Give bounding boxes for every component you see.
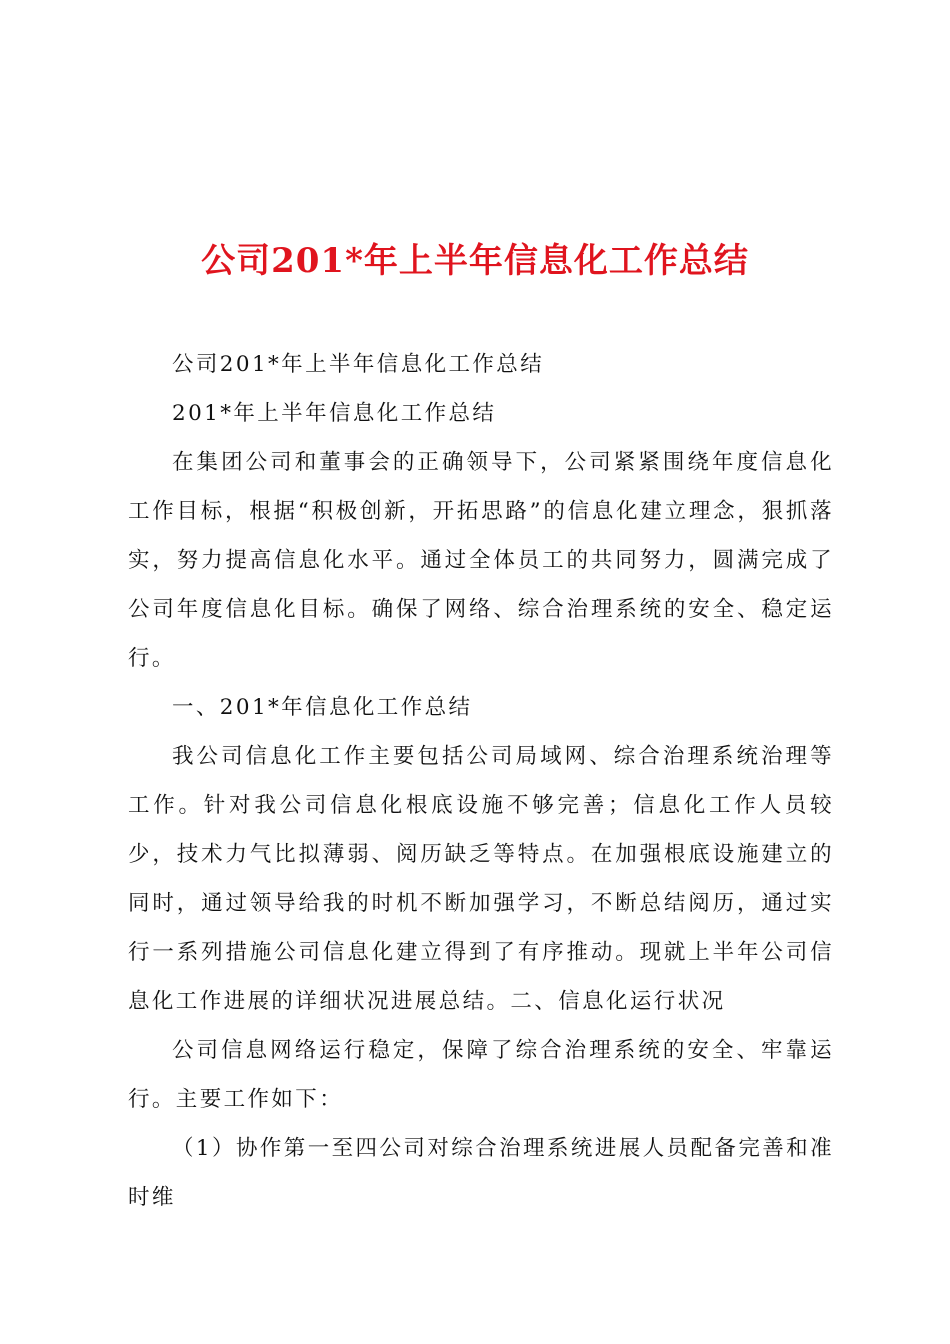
paragraph-network: 公司信息网络运行稳定，保障了综合治理系统的安全、牢靠运行。主要工作如下： <box>128 1038 834 1112</box>
paragraph-item-1: （1）协作第一至四公司对综合治理系统进展人员配备完善和准时维 <box>128 1136 834 1210</box>
paragraph-section-1: 我公司信息化工作主要包括公司局域网、综合治理系统治理等工作。针对我公司信息化根底设施不够完善；信息化工作人员较少，技术力气比拟薄弱、阅历缺乏等特点。在加强根底设施建立的同时，通过领导给我的时机不断加强学习，不断总结阅历，通过实行一系列措施公司信息化建立得到了有序推动。现就上半年公司信息化工作进展的详细状况进展总结。二、信息化运行状况 <box>128 744 834 1014</box>
paragraph-subtitle: 201*年上半年信息化工作总结 <box>172 401 497 426</box>
document-body <box>128 340 834 1222</box>
paragraph-intro: 在集团公司和董事会的正确领导下，公司紧紧围绕年度信息化工作目标，根据“积极创新，开拓思路”的信息化建立理念，狠抓落实，努力提高信息化水平。通过全体员工的共同努力，圆满完成了公司年度信息化目标。确保了网络、综合治理系统的安全、稳定运行。 <box>128 450 834 671</box>
paragraph-heading-repeat: 公司201*年上半年信息化工作总结 <box>172 352 545 377</box>
section-heading-1: 一、201*年信息化工作总结 <box>172 695 473 720</box>
document-title: 公司201*年上半年信息化工作总结 <box>201 240 749 281</box>
